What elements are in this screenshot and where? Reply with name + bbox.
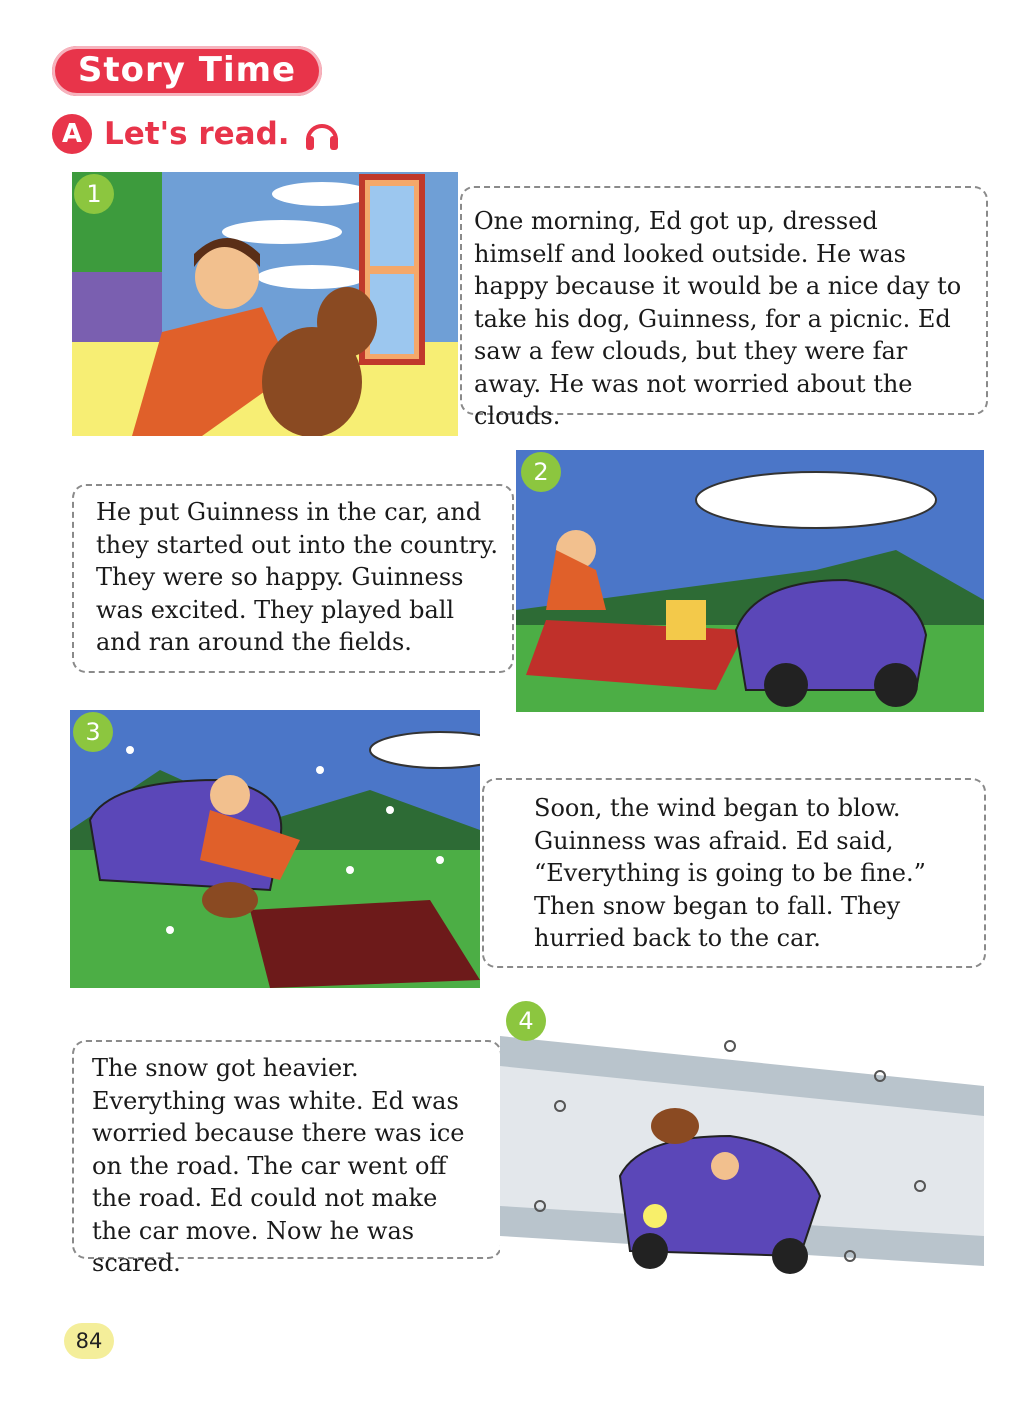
section-heading: [52, 112, 342, 156]
illustration-3: [70, 710, 480, 988]
story-paragraph: One morning, Ed got up, dressed himself and looked outside. He was happy because it would be a nice day to take his dog, Guinness, for a picnic. Ed saw a few clouds, but they were far away. He was not worried about the clouds.: [474, 207, 962, 430]
story-text-1: [460, 186, 988, 430]
story-paragraph: The snow got heavier. Everything was white. Ed was worried because there was ice on the road. The car went off the road. Ed could not make the car move. Now he was scared.: [92, 1054, 465, 1277]
story-paragraph: He put Guinness in the car, and they started out into the country. They were so happy. Guinness was excited. They played ball and ran around the fields.: [96, 498, 498, 656]
panel-number-badge: 2: [521, 452, 561, 492]
story-text-3: [482, 778, 986, 968]
page-number: 84: [64, 1323, 114, 1359]
section-letter-badge: A: [52, 114, 92, 154]
panel-number-badge: 3: [73, 712, 113, 752]
page-title: Story Time: [77, 50, 297, 90]
panel-number-badge: 4: [506, 1001, 546, 1041]
story-paragraph: Soon, the wind began to blow. Guinness was afraid. Ed said, “Everything is going to be fine.” Then snow began to fall. They hurried back to the car.: [534, 794, 926, 952]
headphones-icon[interactable]: [302, 114, 342, 154]
section-title: Let's read.: [104, 116, 290, 152]
story-time-banner: [52, 46, 322, 96]
illustration-4: [500, 1006, 984, 1306]
illustration-1: [72, 172, 458, 436]
story-text-4: [72, 1040, 502, 1277]
illustration-2: [516, 450, 984, 712]
story-text-2: [72, 484, 514, 673]
panel-number-badge: 1: [74, 174, 114, 214]
